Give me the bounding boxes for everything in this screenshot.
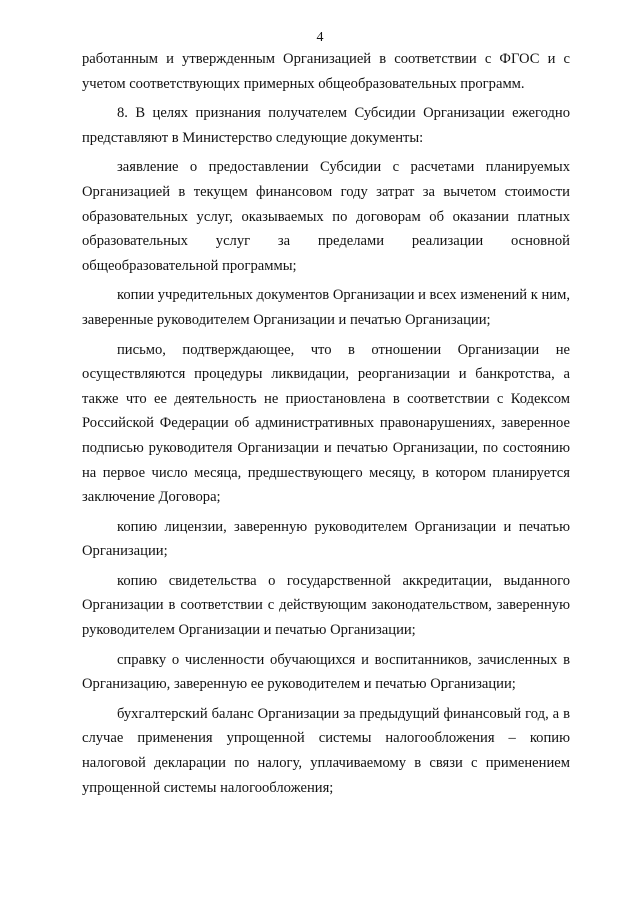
paragraph-student-count: справку о численности обучающихся и воспитанников, зачисленных в Организацию, заверенную ее руководителем и печатью Организации; — [82, 651, 570, 693]
document-body — [82, 47, 570, 800]
paragraph-continuation: работанным и утвержденным Организацией в соответствии с ФГОС и с учетом соответствующих примерных общеобразовательных программ. — [82, 51, 570, 92]
page-number: 4 — [316, 30, 324, 45]
paragraph-license-copy: копию лицензии, заверенную руководителем Организации и печатью Организации; — [82, 518, 570, 560]
paragraph-subsidy-application: заявление о предоставлении Субсидии с расчетами планируемых Организацией в текущем финансовом году затрат за вычетом стоимости образовательных услуг, оказываемых по договорам об оказании платных образовательных услуг за пределами реализации основной общеобразовательной программы; — [82, 159, 570, 274]
paragraph-balance-sheet: бухгалтерский баланс Организации за предыдущий финансовый год, а в случае применения упрощенной системы налогообложения – копию налоговой декларации по налогу, уплачиваемому в связи с применением упрощенной системы налогообложения; — [82, 705, 570, 796]
paragraph-founding-documents: копии учредительных документов Организации и всех изменений к ним, заверенные руководителем Организации и печатью Организации; — [82, 287, 570, 328]
paragraph-confirmation-letter: письмо, подтверждающее, что в отношении Организации не осуществляются процедуры ликвидации, реорганизации и банкротства, а также что ее деятельность не приостановлена в соответствии с Кодексом Российской Федерации об административных правонарушениях, заверенное подписью руководителя Организации и печатью Организации, по состоянию на первое число месяца, предшествующего месяцу, в котором планируется заключение Договора; — [82, 341, 570, 506]
paragraph-accreditation-copy: копию свидетельства о государственной аккредитации, выданного Организации в соответствии с действующим законодательством, заверенную руководителем Организации и печатью Организации; — [82, 572, 570, 639]
paragraph-item-8: 8. В целях признания получателем Субсидии Организации ежегодно представляют в Министерство следующие документы: — [82, 105, 570, 146]
